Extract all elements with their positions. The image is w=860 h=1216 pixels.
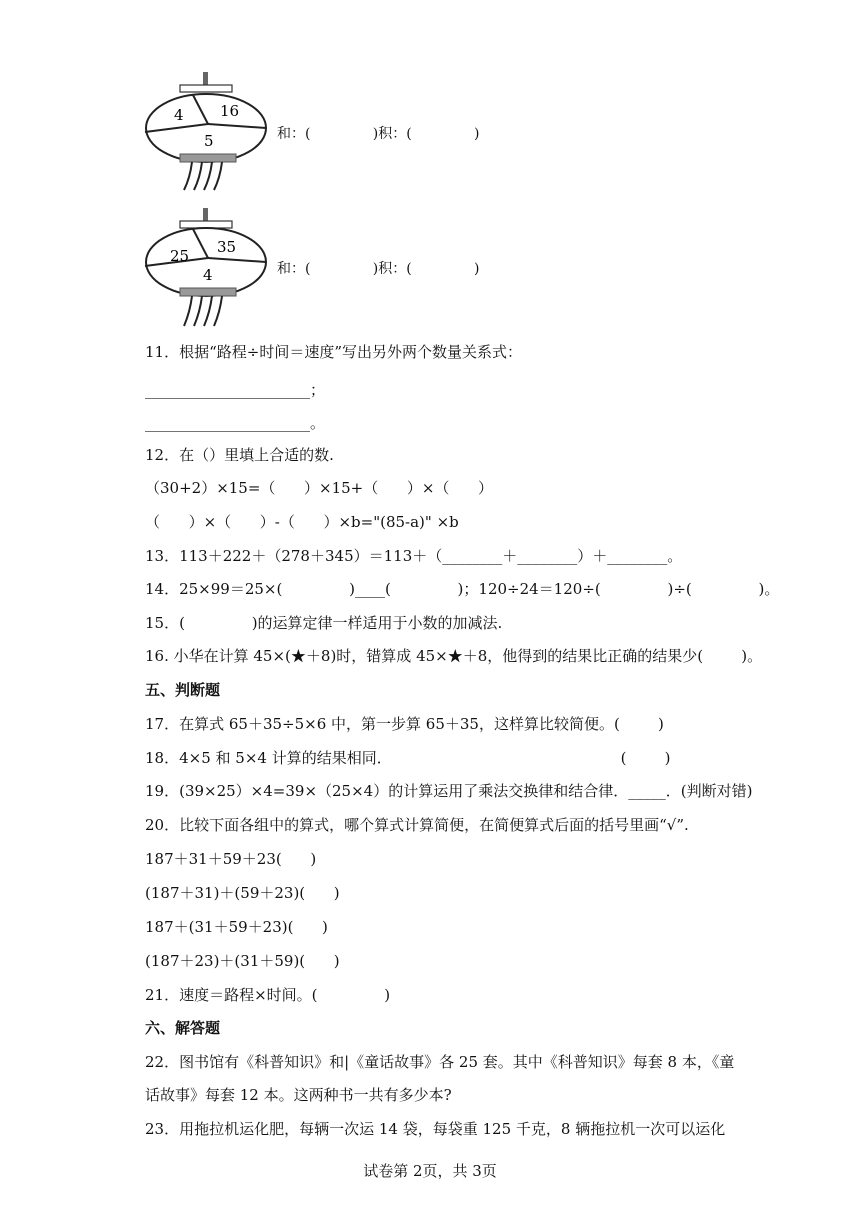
lantern-number: 16 <box>220 102 240 120</box>
question-12a: （30+2）×15=（ ）×15+（ ）×（ ） <box>145 479 494 497</box>
lantern-figure-2 <box>140 206 275 331</box>
question-20a: 187＋31＋59＋23( ) <box>145 850 317 868</box>
lantern-drawing-1 <box>140 70 275 195</box>
question-12: 12．在（）里填上合适的数. <box>145 446 334 464</box>
question-11: 11．根据“路程÷时间＝速度”写出另外两个数量关系式： <box>145 343 522 361</box>
lantern-number: 5 <box>204 132 214 150</box>
question-20c: 187＋(31＋59＋23)( ) <box>145 918 328 936</box>
question-23: 23．用拖拉机运化肥，每辆一次运 14 袋，每袋重 125 千克，8 辆拖拉机一次可以运化 <box>145 1120 726 1138</box>
question-20d: (187＋23)＋(31＋59)( ) <box>145 952 340 970</box>
lantern-number: 4 <box>174 106 184 124</box>
question-21: 21．速度＝路程×时间。( ) <box>145 986 391 1004</box>
answer-line-11b: ______________________。 <box>145 414 326 432</box>
lantern-drawing-2 <box>140 206 275 331</box>
question-13: 13．113＋222＋（278＋345）＝113＋（________＋________）＋________。 <box>145 547 683 565</box>
question-22-continued: 话故事》每套 12 本。这两种书一共有多少本? <box>145 1086 452 1104</box>
lantern-figure-1 <box>140 70 275 195</box>
question-16: 16. 小华在计算 45×(★＋8)时，错算成 45×★＋8，他得到的结果比正确的结果少( )。 <box>145 647 763 665</box>
lantern-1-answer: 和：( )积：( ) <box>277 126 480 142</box>
section-heading-solution: 六、解答题 <box>145 1019 221 1037</box>
section-heading-judgement: 五、判断题 <box>145 681 221 699</box>
question-20b: (187＋31)＋(59＋23)( ) <box>145 884 340 902</box>
question-19: 19．(39×25）×4=39×（25×4）的计算运用了乘法交换律和结合律．_____．(判断对错) <box>145 782 753 800</box>
lantern-number: 35 <box>217 238 237 256</box>
question-20: 20．比较下面各组中的算式，哪个算式计算简便，在简便算式后面的括号里画“√”. <box>145 816 689 834</box>
answer-line-11a: ______________________； <box>145 381 326 399</box>
lantern-number: 25 <box>170 247 190 265</box>
question-22: 22．图书馆有《科普知识》和|《童话故事》各 25 套。其中《科普知识》每套 8 本，《童 <box>145 1053 735 1071</box>
question-18: 18．4×5 和 5×4 计算的结果相同． ( ) <box>145 749 671 767</box>
page-footer: 试卷第 2页，共 3页 <box>363 1162 497 1180</box>
lantern-number: 4 <box>203 266 213 284</box>
question-17: 17．在算式 65＋35÷5×6 中，第一步算 65＋35，这样算比较简便。( ) <box>145 715 664 733</box>
question-12b: （ ）×（ ）-（ ）×b="(85-a)" ×b <box>145 513 459 531</box>
question-14: 14．25×99＝25×( )____( )；120÷24＝120÷( )÷( )。 <box>145 580 780 598</box>
lantern-2-answer: 和：( )积：( ) <box>277 261 480 277</box>
question-15: 15．( )的运算定律一样适用于小数的加减法. <box>145 614 503 632</box>
